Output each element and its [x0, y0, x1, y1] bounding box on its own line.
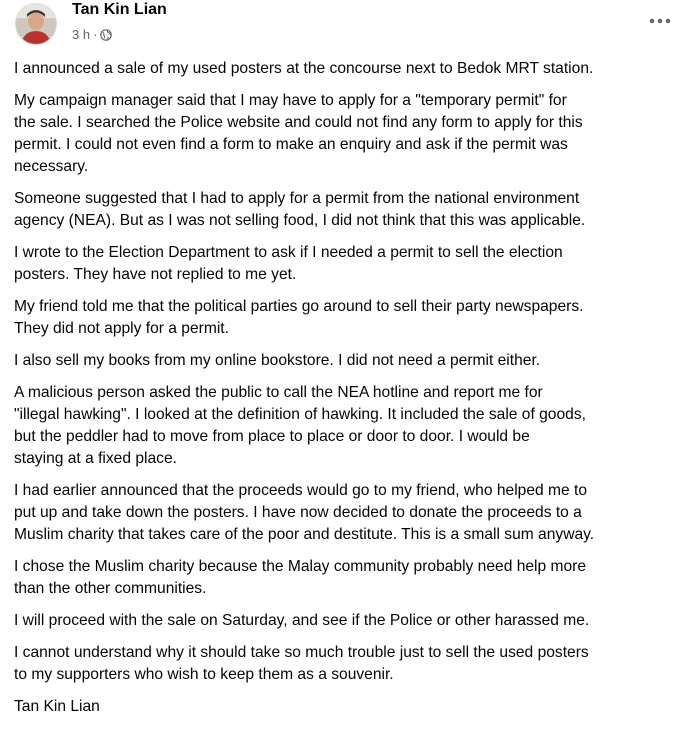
meta-separator: ·	[93, 27, 98, 42]
post-header	[0, 0, 699, 52]
post-paragraph: I will proceed with the sale on Saturday, and see if the Police or other harassed me.	[14, 612, 590, 629]
post-paragraph: Someone suggested that I had to apply for a permit from the national environment agency (NEA). But as I was not selling food, I did not think that this was applicable.	[14, 190, 586, 229]
avatar[interactable]	[15, 3, 57, 45]
more-horizontal-icon	[649, 18, 671, 24]
avatar-photo	[16, 4, 56, 44]
post-paragraph: A malicious person asked the public to call the NEA hotline and report me for "illegal hawking". I looked at the definition of hawking. It included the sale of goods, but the peddler had to move from place to place or door to door. I would be staying at a fixed place.	[14, 384, 586, 467]
post-paragraph: I had earlier announced that the proceeds would go to my friend, who helped me to put up and take down the posters. I have now decided to donate the proceeds to a Muslim charity that takes care of the poor and destitute. This is a small sum anyway.	[14, 482, 595, 543]
post-signature: Tan Kin Lian	[14, 698, 100, 715]
post-paragraph: I also sell my books from my online bookstore. I did not need a permit either.	[14, 352, 541, 369]
post-paragraph: I chose the Muslim charity because the Malay community probably need help more than the other communities.	[14, 558, 587, 597]
post-paragraph: I cannot understand why it should take so much trouble just to sell the used posters to my supporters who wish to keep them as a souvenir.	[14, 644, 589, 683]
author-name[interactable]: Tan Kin Lian	[72, 1, 167, 18]
post-paragraph: I announced a sale of my used posters at the concourse next to Bedok MRT station.	[14, 60, 594, 77]
post-meta	[72, 27, 112, 42]
post-time[interactable]: 3 h	[72, 27, 91, 42]
post-body	[14, 58, 690, 728]
post-paragraph: I wrote to the Election Department to ask if I needed a permit to sell the election posters. They have not replied to me yet.	[14, 244, 563, 283]
globe-icon[interactable]	[100, 29, 112, 41]
post-paragraph: My campaign manager said that I may have to apply for a "temporary permit" for the sale. I searched the Police website and could not find any form to apply for this permit. I could not even find a form to make an enquiry and ask if the permit was necessary.	[14, 92, 583, 175]
post-paragraph: My friend told me that the political parties go around to sell their party newspapers. They did not apply for a permit.	[14, 298, 584, 337]
more-options-button[interactable]	[642, 6, 678, 36]
